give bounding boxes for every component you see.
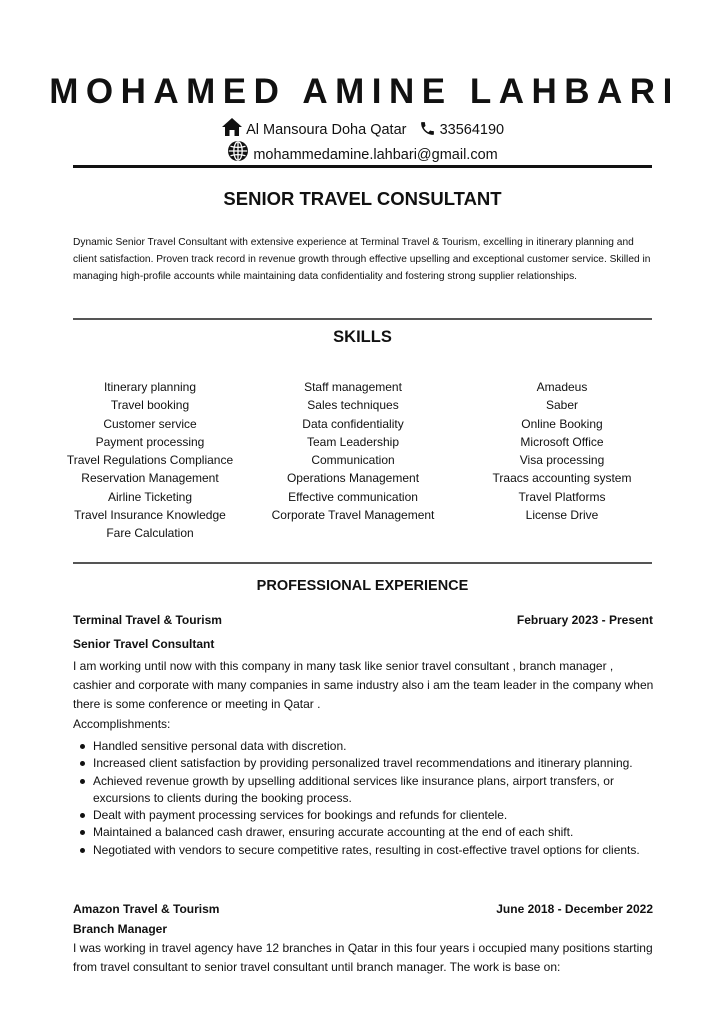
- job-1-accomplishments-list: [73, 738, 653, 859]
- job-2-header: [73, 901, 653, 917]
- list-item: Dealt with payment processing services for bookings and refunds for clientele.: [73, 807, 653, 824]
- skill-item: Communication: [311, 453, 395, 468]
- list-item: Maintained a balanced cash drawer, ensuring accurate accounting at the end of each shift.: [73, 824, 653, 841]
- candidate-name: MOHAMED AMINE LAHBARI: [49, 72, 680, 111]
- summary-divider: [73, 318, 652, 320]
- skill-item: Fare Calculation: [106, 526, 194, 541]
- job-1-accomplishments-label: Accomplishments:: [73, 717, 171, 731]
- job-2-role: Branch Manager: [73, 922, 168, 936]
- skills-heading: SKILLS: [333, 328, 392, 346]
- experience-heading: PROFESSIONAL EXPERIENCE: [256, 578, 469, 594]
- professional-summary: Dynamic Senior Travel Consultant with extensive experience at Terminal Travel & Tourism, excelling in itinerary planning and client satisfaction. Proven track record in revenue growth through effective upselling and exceptional customer service. Skilled in managing high-profile accounts while maintaining data confidentiality and fostering strong supplier relationships.: [73, 237, 651, 282]
- job-2-dates: June 2018 - December 2022: [496, 902, 653, 916]
- email-text: mohammedamine.lahbari@gmail.com: [253, 147, 498, 163]
- skill-item: Staff management: [304, 380, 402, 394]
- skill-item: Amadeus: [536, 380, 588, 394]
- skill-item: Sales techniques: [307, 398, 399, 413]
- list-item: Achieved revenue growth by upselling additional services like insurance plans, airport transfers, or excursions to clients during the booking process.: [73, 773, 653, 808]
- list-item: Increased client satisfaction by providing personalized travel recommendations and itinerary planning.: [73, 755, 653, 772]
- skill-item: Travel booking: [110, 398, 190, 413]
- skill-item: Itinerary planning: [103, 380, 197, 394]
- skill-item: Payment processing: [95, 434, 205, 449]
- skills-column-2: [253, 378, 453, 524]
- skill-item: Reservation Management: [81, 471, 219, 486]
- skill-item: Corporate Travel Management: [271, 508, 435, 523]
- skill-item: Visa processing: [519, 453, 605, 468]
- list-item: Handled sensitive personal data with discretion.: [73, 738, 653, 755]
- skill-item: Effective communication: [288, 489, 418, 504]
- job-2-company: Amazon Travel & Tourism: [73, 902, 220, 916]
- job-1-dates: February 2023 - Present: [516, 613, 653, 627]
- skill-item: Online Booking: [521, 416, 603, 431]
- skill-item: Customer service: [103, 416, 197, 431]
- skill-item: Travel Regulations Compliance: [66, 453, 234, 468]
- job-title-heading: SENIOR TRAVEL CONSULTANT: [223, 188, 502, 209]
- skill-item: Saber: [545, 398, 579, 413]
- skill-item: Microsoft Office: [520, 434, 604, 449]
- job-2-description: I was working in travel agency have 12 branches in Qatar in this four years i occupied many positions starting from travel consultant to senior travel consultant until branch manager. The work is base on:: [73, 941, 653, 974]
- skill-item: Operations Management: [286, 471, 420, 486]
- skills-column-3: [462, 378, 662, 524]
- contact-row-email: [0, 140, 725, 168]
- skill-item: Travel Insurance Knowledge: [74, 508, 226, 523]
- globe-icon: [227, 140, 249, 168]
- address-text: Al Mansoura Doha Qatar: [246, 122, 407, 138]
- job-1-description: I am working until now with this company in many task like senior travel consultant , branch manager , cashier and corporate with many companies in same industry also i am the team leader in the company when there is some conference or meeting in Qatar .: [73, 659, 654, 711]
- skills-divider: [73, 562, 652, 564]
- job-1-header: [73, 612, 653, 628]
- list-item: Negotiated with vendors to secure competitive rates, resulting in cost-effective travel options for clients.: [73, 842, 653, 859]
- job-1-company: Terminal Travel & Tourism: [73, 613, 222, 627]
- skill-item: Team Leadership: [306, 434, 400, 449]
- skill-item: Airline Ticketing: [107, 489, 193, 504]
- phone-text: 33564190: [439, 122, 505, 138]
- skill-item: License Drive: [525, 508, 599, 523]
- skills-column-1: [50, 378, 250, 543]
- skill-item: Data confidentiality: [302, 416, 404, 431]
- job-1-role: Senior Travel Consultant: [73, 637, 215, 651]
- skill-item: Travel Platforms: [518, 489, 606, 504]
- skill-item: Traacs accounting system: [492, 471, 632, 486]
- header-divider: [73, 165, 652, 168]
